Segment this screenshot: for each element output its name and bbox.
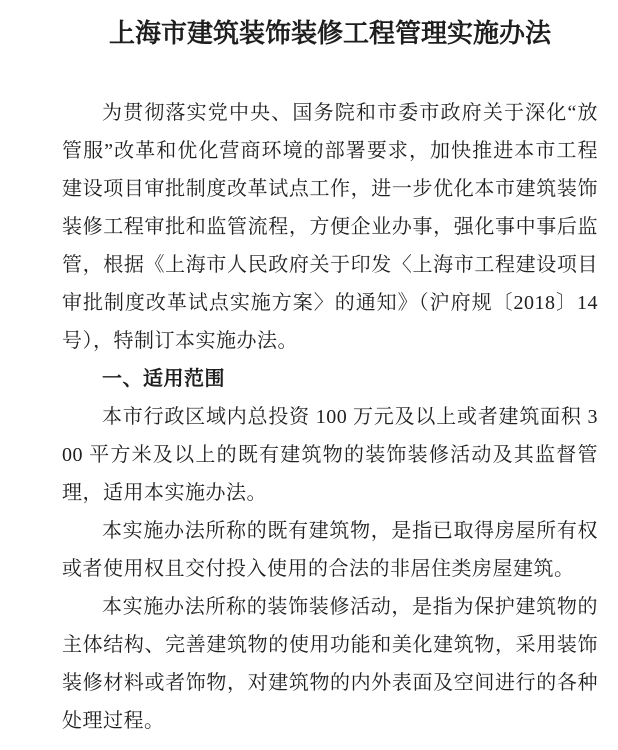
paragraph: 为贯彻落实党中央、国务院和市委市政府关于深化“放管服”改革和优化营商环境的部署要求，加快推进本市工程建设项目审批制度改革试点工作，进一步优化本市建筑装饰装修工程审批和监管流程，方便企业办事，强化事中事后监管，根据《上海市人民政府关于印发〈上海市工程建设项目审批制度改革试点实施方案〉的通知》（沪府规〔2018〕14 号），特制订本实施办法。: [62, 102, 598, 352]
paragraph: 本市行政区域内总投资 100 万元及以上或者建筑面积 300 平方米及以上的既有建筑物的装饰装修活动及其监督管理，适用本实施办法。: [62, 406, 598, 504]
paragraph: 本实施办法所称的装饰装修活动，是指为保护建筑物的主体结构、完善建筑物的使用功能和美化建筑物，采用装饰装修材料或者饰物，对建筑物的内外表面及空间进行的各种处理过程。: [62, 596, 598, 732]
document-body: [62, 94, 598, 740]
paragraph: 本实施办法所称的既有建筑物，是指已取得房屋所有权或者使用权且交付投入使用的合法的非居住类房屋建筑。: [62, 520, 598, 580]
document-title: 上海市建筑装饰装修工程管理实施办法: [108, 18, 551, 48]
section-heading: 一、适用范围: [102, 368, 225, 390]
